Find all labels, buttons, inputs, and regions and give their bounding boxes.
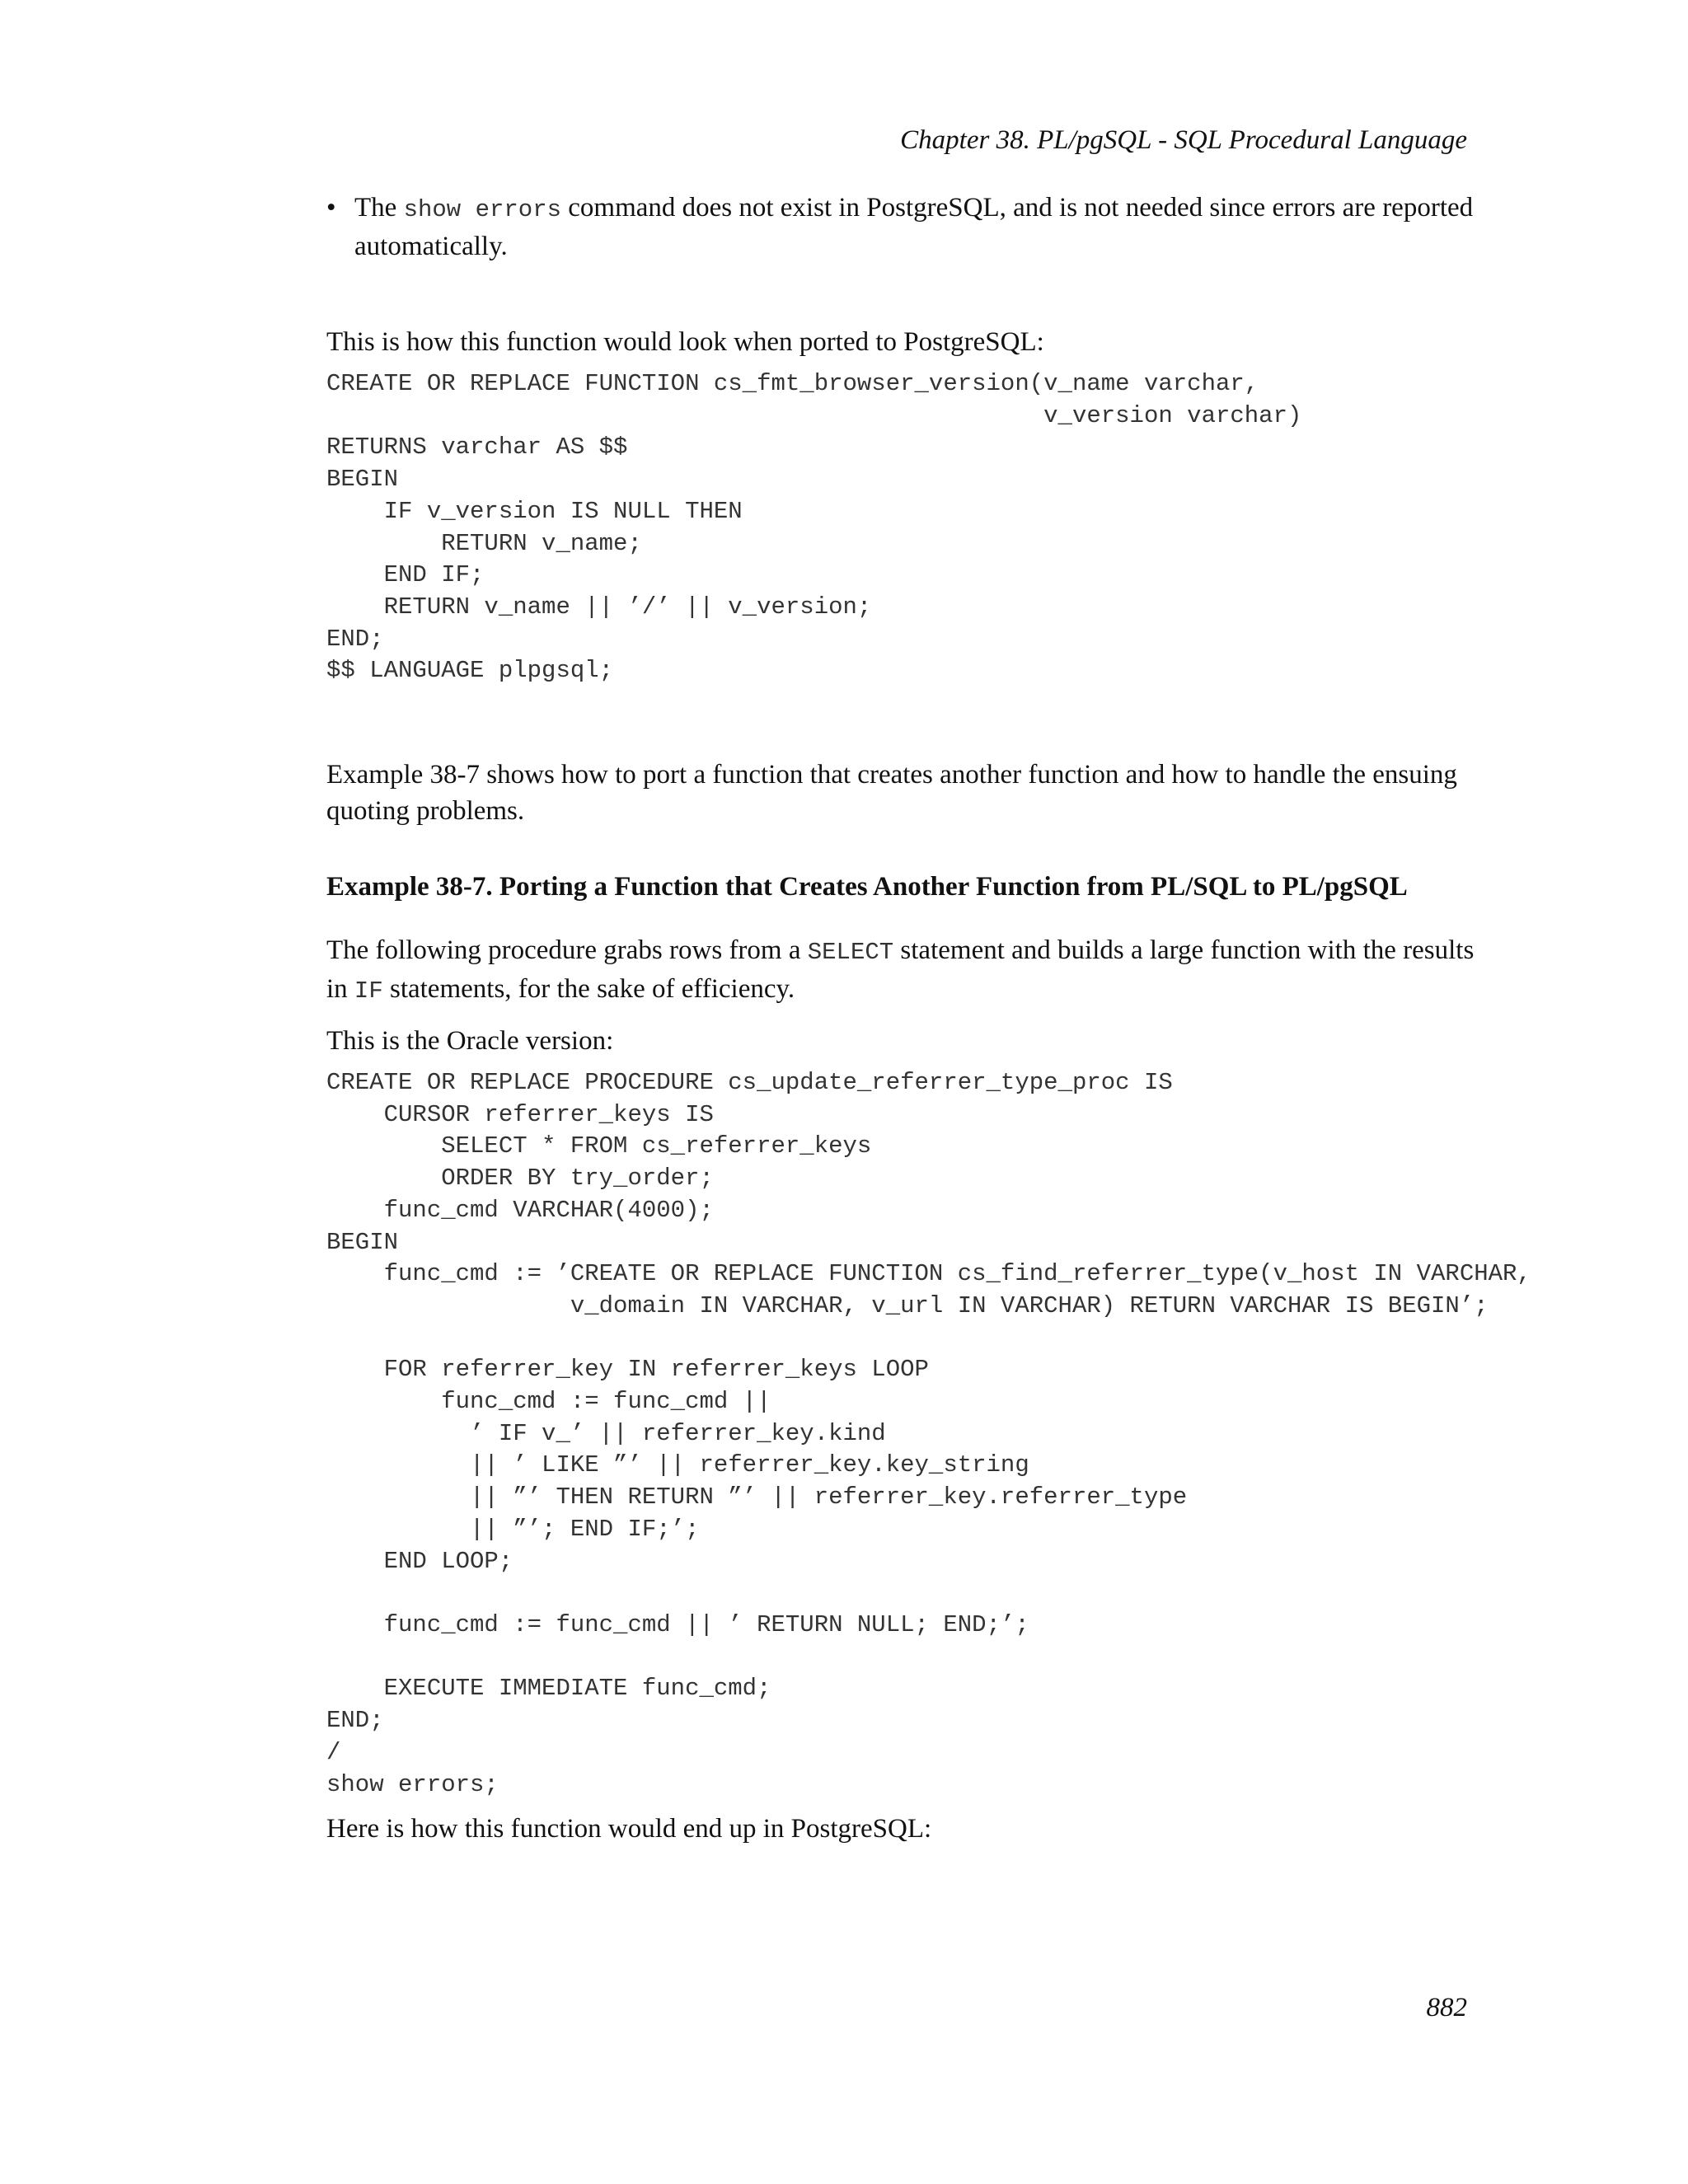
example-reference-paragraph: Example 38-7 shows how to port a function that creates another function and how to handle the ensuing quoting problems. (326, 760, 1457, 827)
page-content (326, 190, 1531, 1847)
intro-ported-paragraph: This is how this function would look when ported to PostgreSQL: (326, 327, 1044, 357)
page-number: 882 (1426, 1993, 1467, 2022)
bullet-dot: • (326, 193, 336, 223)
running-header: Chapter 38. PL/pgSQL - SQL Procedural Language (900, 125, 1467, 155)
oracle-intro-paragraph: This is the Oracle version: (326, 1026, 614, 1057)
inline-code-if: IF (354, 977, 383, 1005)
bullet-text-post: command does not exist in PostgreSQL, and is not needed since errors are reported automatically. (354, 193, 1474, 261)
code-block-oracle-procedure: CREATE OR REPLACE PROCEDURE cs_update_referrer_type_proc IS CURSOR referrer_keys IS SELECT * FROM cs_referrer_keys ORDER BY try_order; func_cmd VARCHAR(4000); BEGIN func_cmd := ’CREATE OR REPLACE FUNCTION cs_find_referrer_type(v_host IN VARCHAR, v_domain IN VARCHAR, v_url IN VARCHAR) RETURN VARCHAR IS BEGIN’; FOR referrer_key IN referrer_keys LOOP func_cmd := func_cmd || ’ IF v_’ || referrer_key.kind || ’ LIKE ”’ || referrer_key.key_string || ”’ THEN RETURN ”’ || referrer_key.referrer_type || ”’; END IF;’; END LOOP; func_cmd := func_cmd || ’ RETURN NULL; END;’; EXECUTE IMMEDIATE func_cmd; END; / show errors; (326, 1069, 1531, 1798)
example-title: Example 38-7. Porting a Function that Creates Another Function from PL/SQL to PL/pgSQL (326, 872, 1408, 902)
inline-code-select: SELECT (807, 939, 894, 967)
procedure-description-paragraph (326, 932, 1480, 1010)
postgres-intro-paragraph: Here is how this function would end up in PostgreSQL: (326, 1814, 932, 1844)
procedure-desc-pre: The following procedure grabs rows from a (326, 935, 808, 966)
inline-code-show-errors: show errors (403, 196, 561, 223)
procedure-desc-mid: statement and builds a large function with the results in (326, 935, 1475, 1005)
bullet-text-pre: The (354, 193, 404, 223)
bullet-item (326, 190, 1500, 265)
procedure-desc-post: statements, for the sake of efficiency. (382, 974, 795, 1005)
code-block-ported-function: CREATE OR REPLACE FUNCTION cs_fmt_browser_version(v_name varchar, v_version varchar) RETURNS varchar AS $$ BEGIN IF v_version IS NULL THEN RETURN v_name; END IF; RETURN v_name || ’/’ || v_version; END; $$ LANGUAGE plpgsql; (326, 370, 1302, 685)
